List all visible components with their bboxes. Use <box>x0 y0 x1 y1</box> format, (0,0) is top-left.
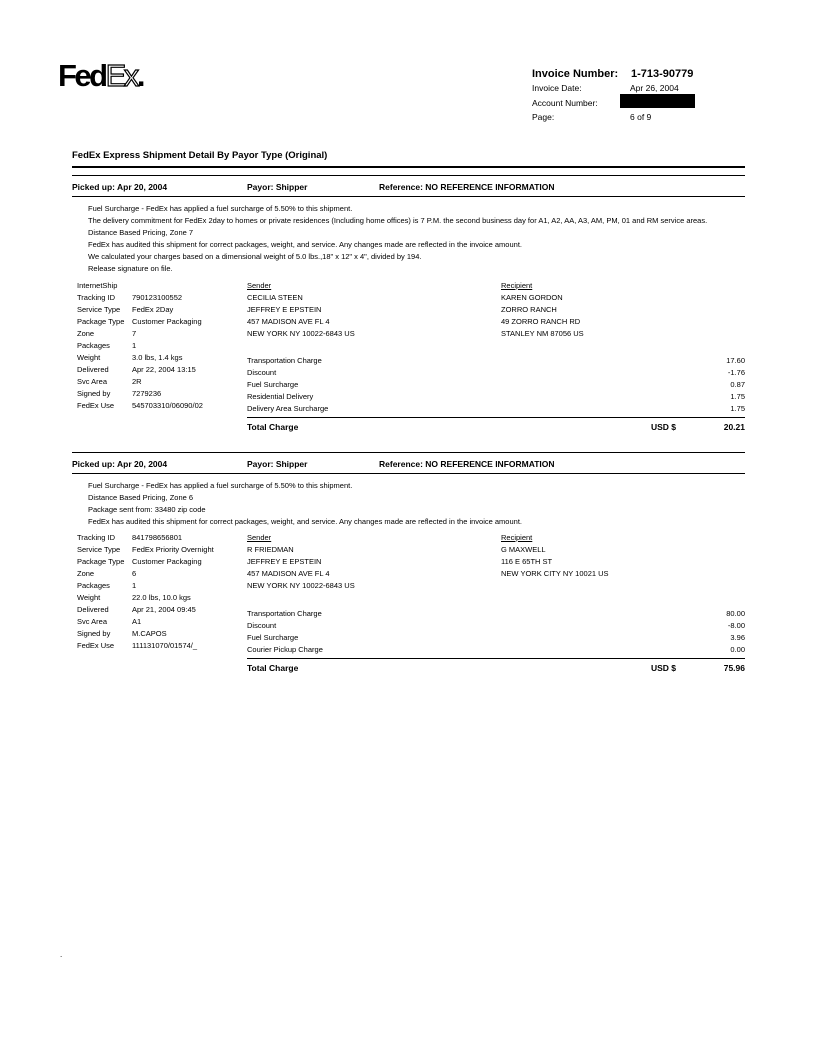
total-charge: 20.21 <box>723 422 745 432</box>
currency: USD $ <box>651 663 677 673</box>
footer-mark: . <box>60 950 63 959</box>
detail-values <box>132 280 203 412</box>
divider <box>72 196 745 197</box>
detail-label: Svc Area <box>77 377 108 386</box>
detail-label: Signed by <box>77 629 111 638</box>
detail-label: Tracking ID <box>77 533 116 542</box>
note-line: FedEx has audited this shipment for correct packages, weight, and service. Any changes made are reflected in the invoice amount. <box>88 517 522 526</box>
picked-up-date: Picked up: Apr 20, 2004 <box>72 459 168 469</box>
fedex-logo <box>58 60 143 91</box>
section-title: FedEx Express Shipment Detail By Payor Type (Original) <box>72 150 328 161</box>
divider <box>72 473 745 474</box>
payor: Payor: Shipper <box>247 182 308 192</box>
sender-line: R FRIEDMAN <box>247 545 294 554</box>
sender-block <box>247 280 355 340</box>
note-line: Fuel Surcharge - FedEx has applied a fuel surcharge of 5.50% to this shipment. <box>88 481 353 490</box>
detail-value: 22.0 lbs, 10.0 kgs <box>132 593 191 602</box>
charge-amount: 1.75 <box>730 404 745 413</box>
recipient-label: Recipient <box>501 281 533 290</box>
detail-value: 3.0 lbs, 1.4 kgs <box>132 353 183 362</box>
account-number-label: Account Number: <box>532 98 598 108</box>
detail-value: Apr 21, 2004 09:45 <box>132 605 196 614</box>
recipient-block <box>501 532 609 580</box>
total-charge-label: Total Charge <box>247 422 299 432</box>
recipient-line: G MAXWELL <box>501 545 546 554</box>
total-divider <box>247 417 745 418</box>
charge-amount: -8.00 <box>727 621 745 630</box>
page-number: 6 of 9 <box>630 112 652 122</box>
recipient-line: 49 ZORRO RANCH RD <box>501 317 581 326</box>
page-label: Page: <box>532 112 555 122</box>
note-line: Fuel Surcharge - FedEx has applied a fuel surcharge of 5.50% to this shipment. <box>88 204 353 213</box>
note-line: Release signature on file. <box>88 264 173 273</box>
note-line: We calculated your charges based on a dimensional weight of 5.0 lbs.,18" x 12" x 4", divided by 194. <box>88 252 422 261</box>
charge-label: Fuel Surcharge <box>247 380 299 389</box>
detail-label: Svc Area <box>77 617 108 626</box>
detail-value: 545703310/06090/02 <box>132 401 203 410</box>
detail-label: Service Type <box>77 305 121 314</box>
picked-up-date: Picked up: Apr 20, 2004 <box>72 182 168 192</box>
detail-label: Tracking ID <box>77 293 116 302</box>
recipient-line: KAREN GORDON <box>501 293 563 302</box>
detail-value: Apr 22, 2004 13:15 <box>132 365 196 374</box>
charge-label: Courier Pickup Charge <box>247 645 323 654</box>
sender-line: JEFFREY E EPSTEIN <box>247 557 322 566</box>
currency: USD $ <box>651 422 677 432</box>
charge-label: Delivery Area Surcharge <box>247 404 329 413</box>
detail-values <box>132 532 214 652</box>
detail-label: FedEx Use <box>77 641 115 650</box>
detail-labels <box>77 280 124 412</box>
detail-value: 790123100552 <box>132 293 183 302</box>
detail-value: M.CAPOS <box>132 629 167 638</box>
recipient-label: Recipient <box>501 533 533 542</box>
divider <box>72 166 745 168</box>
sender-line: CECILIA STEEN <box>247 293 303 302</box>
charge-amount: 80.00 <box>726 609 745 618</box>
charge-label: Transportation Charge <box>247 356 322 365</box>
redacted-account-number <box>620 94 695 108</box>
recipient-line: NEW YORK CITY NY 10021 US <box>501 569 609 578</box>
detail-value: Customer Packaging <box>132 317 202 326</box>
detail-value: 7279236 <box>132 389 162 398</box>
divider <box>72 175 745 176</box>
charge-amount: 1.75 <box>730 392 745 401</box>
detail-label: Packages <box>77 341 110 350</box>
sender-label: Sender <box>247 281 272 290</box>
sender-line: 457 MADISON AVE FL 4 <box>247 317 330 326</box>
detail-label: Delivered <box>77 605 109 614</box>
note-line: Distance Based Pricing, Zone 6 <box>88 493 194 502</box>
detail-label: Weight <box>77 593 101 602</box>
invoice-number-label: Invoice Number: <box>532 68 619 80</box>
charge-amount: 17.60 <box>726 356 745 365</box>
detail-value: FedEx Priority Overnight <box>132 545 214 554</box>
sender-line: NEW YORK NY 10022-6843 US <box>247 581 355 590</box>
sender-line: 457 MADISON AVE FL 4 <box>247 569 330 578</box>
detail-label: Packages <box>77 581 110 590</box>
sender-block <box>247 532 355 592</box>
detail-label: InternetShip <box>77 281 118 290</box>
charge-labels <box>247 608 323 656</box>
detail-label: Zone <box>77 329 95 338</box>
recipient-line: STANLEY NM 87056 US <box>501 329 584 338</box>
detail-labels <box>77 532 124 652</box>
note-line: FedEx has audited this shipment for correct packages, weight, and service. Any changes made are reflected in the invoice amount. <box>88 240 522 249</box>
detail-label: Package Type <box>77 557 125 566</box>
detail-value <box>132 280 203 292</box>
divider <box>72 452 745 453</box>
charge-label: Fuel Surcharge <box>247 633 299 642</box>
invoice-date-label: Invoice Date: <box>532 83 582 93</box>
detail-label: FedEx Use <box>77 401 115 410</box>
detail-value: FedEx 2Day <box>132 305 174 314</box>
recipient-block <box>501 280 584 340</box>
charge-amount: 0.87 <box>730 380 745 389</box>
note-line: The delivery commitment for FedEx 2day to homes or private residences (Including home offices) is 7 P.M. the second business day for A1, A2, AA, A3, AM, PM, 01 and RM service areas. <box>88 216 708 225</box>
detail-label: Weight <box>77 353 101 362</box>
charge-label: Discount <box>247 621 277 630</box>
detail-value: 1 <box>132 341 137 350</box>
charge-labels <box>247 355 328 415</box>
logo-ex: Ex <box>105 58 137 93</box>
detail-label: Zone <box>77 569 95 578</box>
detail-value: 7 <box>132 329 137 338</box>
reference: Reference: NO REFERENCE INFORMATION <box>379 459 555 469</box>
detail-value: Customer Packaging <box>132 557 202 566</box>
charge-amount: 0.00 <box>730 645 745 654</box>
invoice-date: Apr 26, 2004 <box>630 83 679 93</box>
charge-amount: 3.96 <box>730 633 745 642</box>
detail-value: A1 <box>132 617 142 626</box>
sender-line: JEFFREY E EPSTEIN <box>247 305 322 314</box>
recipient-line: ZORRO RANCH <box>501 305 557 314</box>
charge-label: Transportation Charge <box>247 609 322 618</box>
logo-dot: . <box>136 58 143 93</box>
total-divider <box>247 658 745 659</box>
detail-value: 2R <box>132 377 142 386</box>
charge-amount: -1.76 <box>727 368 745 377</box>
detail-label: Package Type <box>77 317 125 326</box>
sender-label: Sender <box>247 533 272 542</box>
shipment-notes <box>88 203 707 275</box>
detail-label: Signed by <box>77 389 111 398</box>
recipient-line: 116 E 65TH ST <box>501 557 553 566</box>
note-line: Package sent from: 33480 zip code <box>88 505 206 514</box>
charge-amounts <box>685 608 745 656</box>
charge-label: Discount <box>247 368 277 377</box>
invoice-number: 1-713-90779 <box>631 68 694 80</box>
note-line: Distance Based Pricing, Zone 7 <box>88 228 194 237</box>
sender-line: NEW YORK NY 10022-6843 US <box>247 329 355 338</box>
detail-value: 841798656801 <box>132 533 183 542</box>
total-charge-label: Total Charge <box>247 663 299 673</box>
detail-value: 111131070/01574/_ <box>132 641 198 650</box>
payor: Payor: Shipper <box>247 459 308 469</box>
charge-label: Residential Delivery <box>247 392 314 401</box>
detail-value: 6 <box>132 569 137 578</box>
detail-label: Service Type <box>77 545 121 554</box>
total-charge: 75.96 <box>723 663 745 673</box>
detail-label: Delivered <box>77 365 109 374</box>
shipment-notes <box>88 480 522 528</box>
logo-fed: Fed <box>58 58 106 93</box>
detail-value: 1 <box>132 581 137 590</box>
reference: Reference: NO REFERENCE INFORMATION <box>379 182 555 192</box>
charge-amounts <box>685 355 745 415</box>
